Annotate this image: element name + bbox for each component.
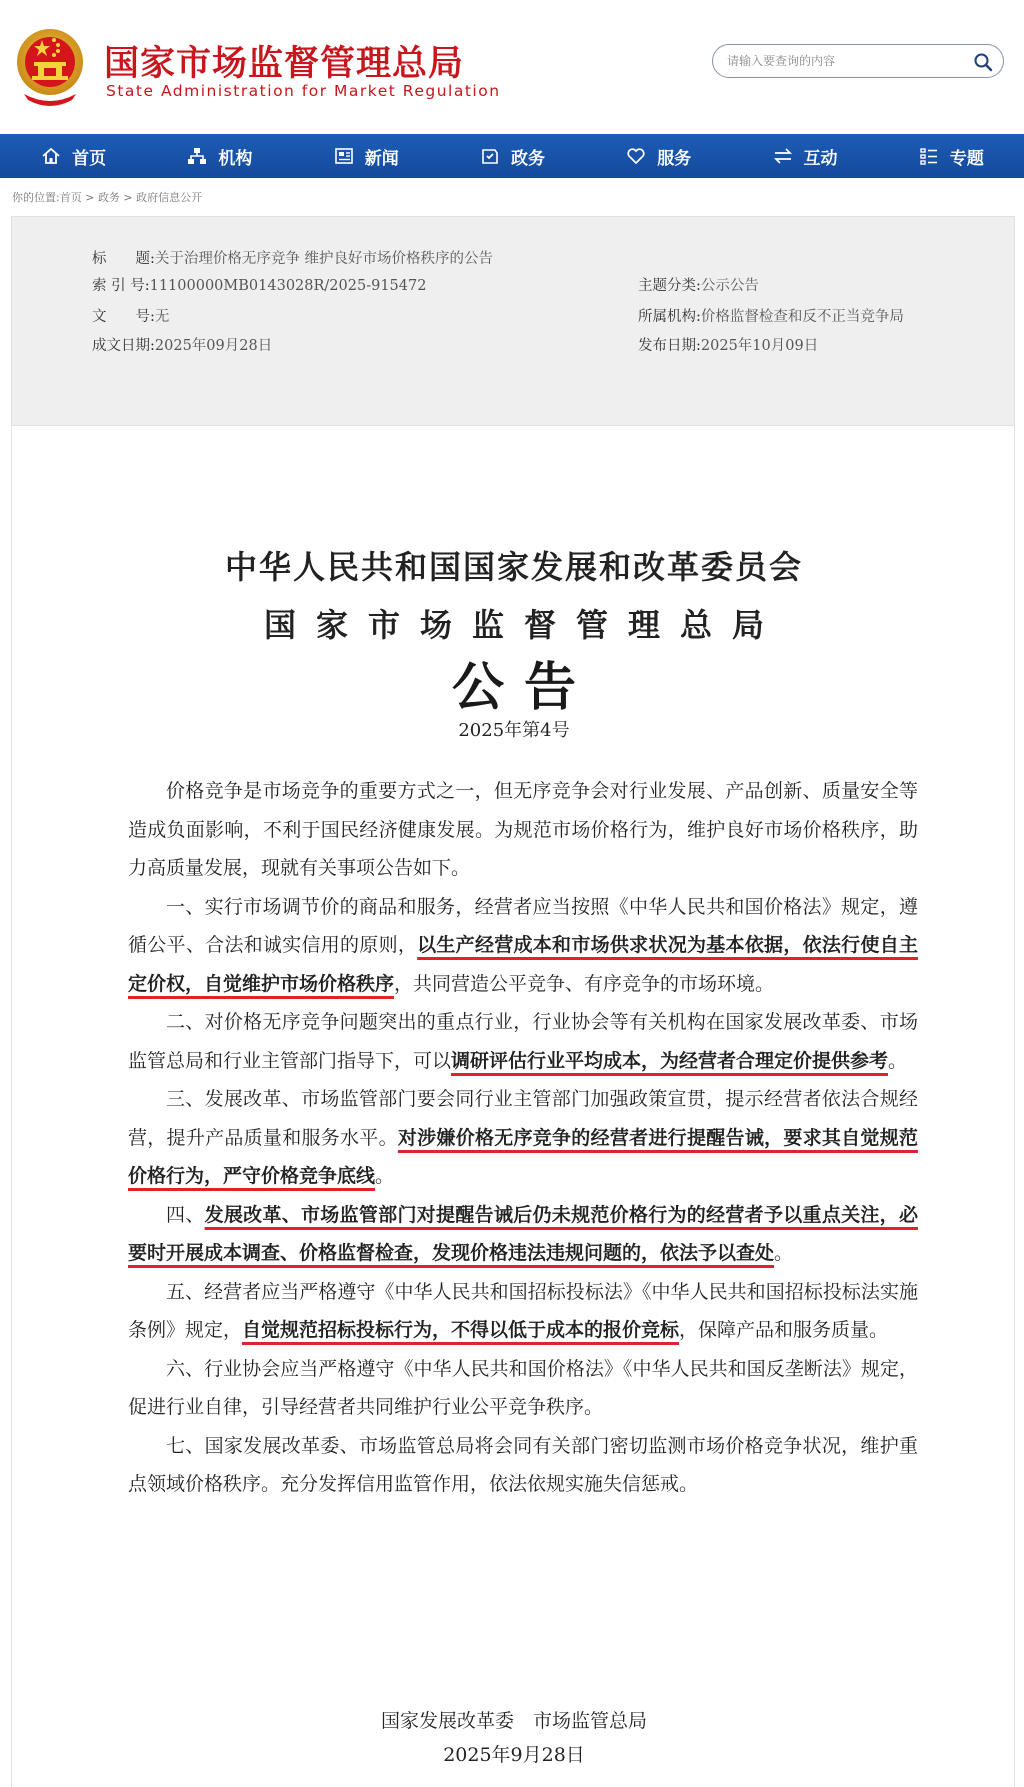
meta-label: 文 号: xyxy=(92,309,155,325)
issuing-org-2: 国家市场监督管理总局 xyxy=(263,606,784,644)
meta-docno xyxy=(92,305,169,326)
list-icon xyxy=(918,145,940,167)
site-title[interactable]: 国家市场监督管理总局 xyxy=(104,44,465,84)
signature-orgs: 国家发展改革委 市场监管总局 xyxy=(380,1710,647,1732)
meta-label: 发布日期: xyxy=(638,338,701,354)
nav-item-label: 机构 xyxy=(218,148,253,169)
paragraph-3 xyxy=(128,1080,918,1196)
meta-label: 所属机构: xyxy=(638,309,701,325)
meta-published-date xyxy=(638,334,818,355)
nav-item-home[interactable] xyxy=(0,134,146,178)
nav-item-label: 新闻 xyxy=(364,148,399,169)
breadcrumb-affairs[interactable]: 政务 xyxy=(97,191,120,204)
highlighted-text: 对涉嫌价格无序竞争的经营者进行提醒告诫，要求其自觉规范价格行为，严守价格竞争底线 xyxy=(128,1126,918,1187)
paragraph-text: 五、经营者应当严格遵守《中华人民共和国招标投标法》《中华人民共和国招标投标法实施条例》规定， xyxy=(128,1280,918,1341)
paragraph-6: 六、行业协会应当严格遵守《中华人民共和国价格法》《中华人民共和国反垄断法》规定，促进行业自律，引导经营者共同维护行业公平竞争秩序。 xyxy=(128,1357,918,1418)
meta-label: 索 引 号: xyxy=(92,278,150,294)
paragraph-2 xyxy=(128,1003,918,1080)
meta-value: 无 xyxy=(154,309,170,325)
meta-written-date xyxy=(92,334,272,355)
paragraph-text: 四、 xyxy=(166,1203,205,1226)
meta-label: 标 题: xyxy=(92,251,155,267)
highlighted-text: 调研评估行业平均成本，为经营者合理定价提供参考 xyxy=(451,1049,889,1072)
paragraph-text: 二、对价格无序竞争问题突出的重点行业，行业协会等有关机构在国家发展改革委、市场监管总局和行业主管部门指导下，可以 xyxy=(128,1011,918,1072)
breadcrumb-disclosure[interactable]: 政府信息公开 xyxy=(136,191,203,204)
news-icon xyxy=(333,145,355,167)
highlighted-text: 自觉规范招标投标行为，不得以低于成本的报价竞标 xyxy=(242,1319,680,1341)
search-box xyxy=(712,44,1004,78)
nav-item-organization[interactable] xyxy=(146,134,292,178)
meta-value: 公示公告 xyxy=(700,278,759,294)
main-nav xyxy=(0,134,1024,178)
meta-value: 11100000MB0143028R/2025-915472 xyxy=(149,278,427,294)
signature-block xyxy=(12,1704,1016,1772)
nav-item-topics[interactable] xyxy=(878,134,1024,178)
article-body xyxy=(11,426,1015,1787)
notice-heading: 公告 xyxy=(451,657,596,718)
search-icon[interactable] xyxy=(973,52,993,72)
issuing-org-1: 中华人民共和国国家发展和改革委员会 xyxy=(224,548,803,586)
breadcrumb-prefix: 你的位置: xyxy=(12,191,60,204)
org-tree-icon xyxy=(186,145,208,167)
breadcrumb-home[interactable]: 首页 xyxy=(59,191,82,204)
paragraph-1 xyxy=(128,888,918,1004)
exchange-icon xyxy=(772,145,794,167)
breadcrumb-separator: > xyxy=(81,191,98,204)
paragraph-text: 一、实行市场调节价的商品和服务，经营者应当按照《中华人民共和国价格法》规定，遵循公平、合法和诚实信用的原则， xyxy=(128,895,918,956)
breadcrumb xyxy=(12,189,202,205)
breadcrumb-separator: > xyxy=(119,191,137,204)
nav-item-interaction[interactable] xyxy=(731,134,877,178)
nav-item-label: 互动 xyxy=(803,148,838,169)
meta-category xyxy=(638,274,759,295)
paragraph-4 xyxy=(128,1196,918,1273)
paragraph-7: 七、国家发展改革委、市场监管总局将会同有关部门密切监测市场价格竞争状况，维护重点领域价格秩序。充分发挥信用监管作用，依法依规实施失信惩戒。 xyxy=(128,1434,918,1495)
meta-value: 价格监督检查和反不正当竞争局 xyxy=(700,309,904,325)
paragraph-text: 。 xyxy=(375,1165,395,1187)
document-icon xyxy=(479,145,501,167)
nav-item-label: 专题 xyxy=(949,148,984,169)
heart-icon xyxy=(625,145,647,167)
highlighted-text: 以生产经营成本和市场供求状况为基本依据，依法行使自主定价权，自觉维护市场价格秩序 xyxy=(128,934,918,995)
nav-item-service[interactable] xyxy=(585,134,731,178)
meta-index xyxy=(92,274,426,295)
highlighted-text: 发展改革、市场监管部门对提醒告诫后仍未规范价格行为的经营者予以重点关注，必要时开展成本调查、价格监督检查，发现价格违法违规问题的，依法予以查处 xyxy=(128,1203,918,1264)
meta-title xyxy=(92,247,493,268)
notice-text xyxy=(128,772,918,1504)
paragraph-text: ，共同营造公平竞争、有序竞争的市场环境。 xyxy=(394,972,775,995)
paragraph-text: 。 xyxy=(888,1049,908,1072)
paragraph-text: 。 xyxy=(774,1242,794,1264)
nav-item-label: 首页 xyxy=(72,148,107,169)
paragraph-intro: 价格竞争是市场竞争的重要方式之一，但无序竞争会对行业发展、产品创新、质量安全等造成负面影响，不利于国民经济健康发展。为规范市场价格行为，维护良好市场价格秩序，助力高质量发展，现就有关事项公告如下。 xyxy=(128,780,918,879)
nav-item-news[interactable] xyxy=(293,134,439,178)
meta-value: 关于治理价格无序竞争 维护良好市场价格秩序的公告 xyxy=(154,251,493,267)
meta-label: 成文日期: xyxy=(92,338,155,354)
search-input[interactable] xyxy=(727,51,965,71)
site-header xyxy=(0,0,1024,134)
document-meta xyxy=(11,216,1015,426)
notice-number: 2025年第4号 xyxy=(458,720,570,741)
meta-agency xyxy=(638,305,904,326)
paragraph-5 xyxy=(128,1273,918,1350)
meta-value: 2025年09月28日 xyxy=(154,338,273,354)
nav-item-label: 服务 xyxy=(657,148,692,169)
meta-value: 2025年10月09日 xyxy=(700,338,819,354)
national-emblem-icon[interactable] xyxy=(14,26,86,106)
home-icon xyxy=(40,145,62,167)
nav-item-label: 政务 xyxy=(510,148,545,169)
paragraph-text: ，保障产品和服务质量。 xyxy=(679,1319,889,1341)
meta-label: 主题分类: xyxy=(638,278,701,294)
nav-item-affairs[interactable] xyxy=(439,134,585,178)
paragraph-text: 三、发展改革、市场监管部门要会同行业主管部门加强政策宣贯，提示经营者依法合规经营，提升产品质量和服务水平。 xyxy=(128,1088,918,1149)
site-subtitle: State Administration for Market Regulation xyxy=(106,82,501,100)
signature-date: 2025年9月28日 xyxy=(443,1744,585,1766)
